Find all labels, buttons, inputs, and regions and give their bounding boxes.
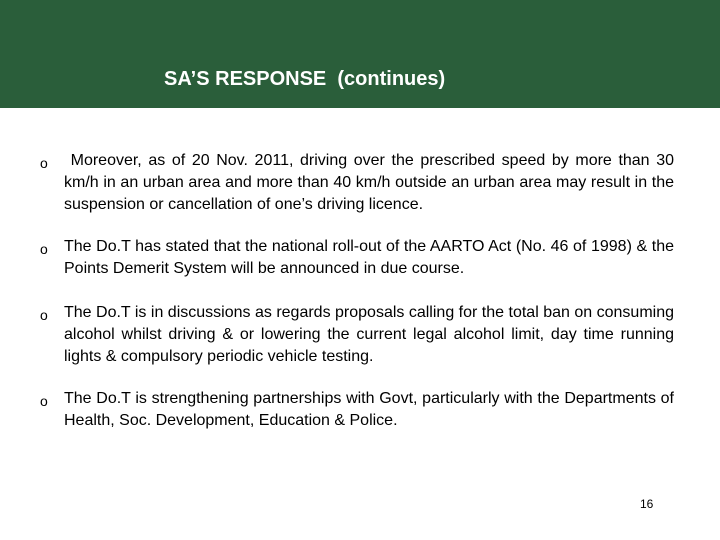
bullet-marker: o [40, 393, 48, 409]
bullet-marker: o [40, 307, 48, 323]
bullet-item-alcohol-proposals [40, 302, 674, 368]
bullet-item-aarto-rollout [40, 236, 674, 280]
bullet-text: The Do.T is in discussions as regards proposals calling for the total ban on consuming alcohol whilst driving & or lowering the current legal alcohol limit, day time running lights & compulsory periodic vehicle testing. [64, 304, 674, 365]
bullet-text: The Do.T has stated that the national roll-out of the AARTO Act (No. 46 of 1998) & the Points Demerit System will be announced in due course. [64, 238, 674, 277]
bullet-marker: o [40, 155, 48, 171]
bullet-marker: o [40, 241, 48, 257]
bullet-text: Moreover, as of 20 Nov. 2011, driving over the prescribed speed by more than 30 km/h in an urban area and more than 40 km/h outside an urban area may result in the suspension or cancellation of one’s driving licence. [64, 152, 674, 213]
bullet-item-speed-limits [40, 150, 674, 216]
slide-title: SA’S RESPONSE (continues) [164, 68, 446, 90]
page-number: 16 [640, 497, 654, 511]
bullet-text: The Do.T is strengthening partnerships with Govt, particularly with the Departments of Health, Soc. Development, Education & Police. [64, 390, 674, 429]
bullet-item-partnerships [40, 388, 674, 432]
